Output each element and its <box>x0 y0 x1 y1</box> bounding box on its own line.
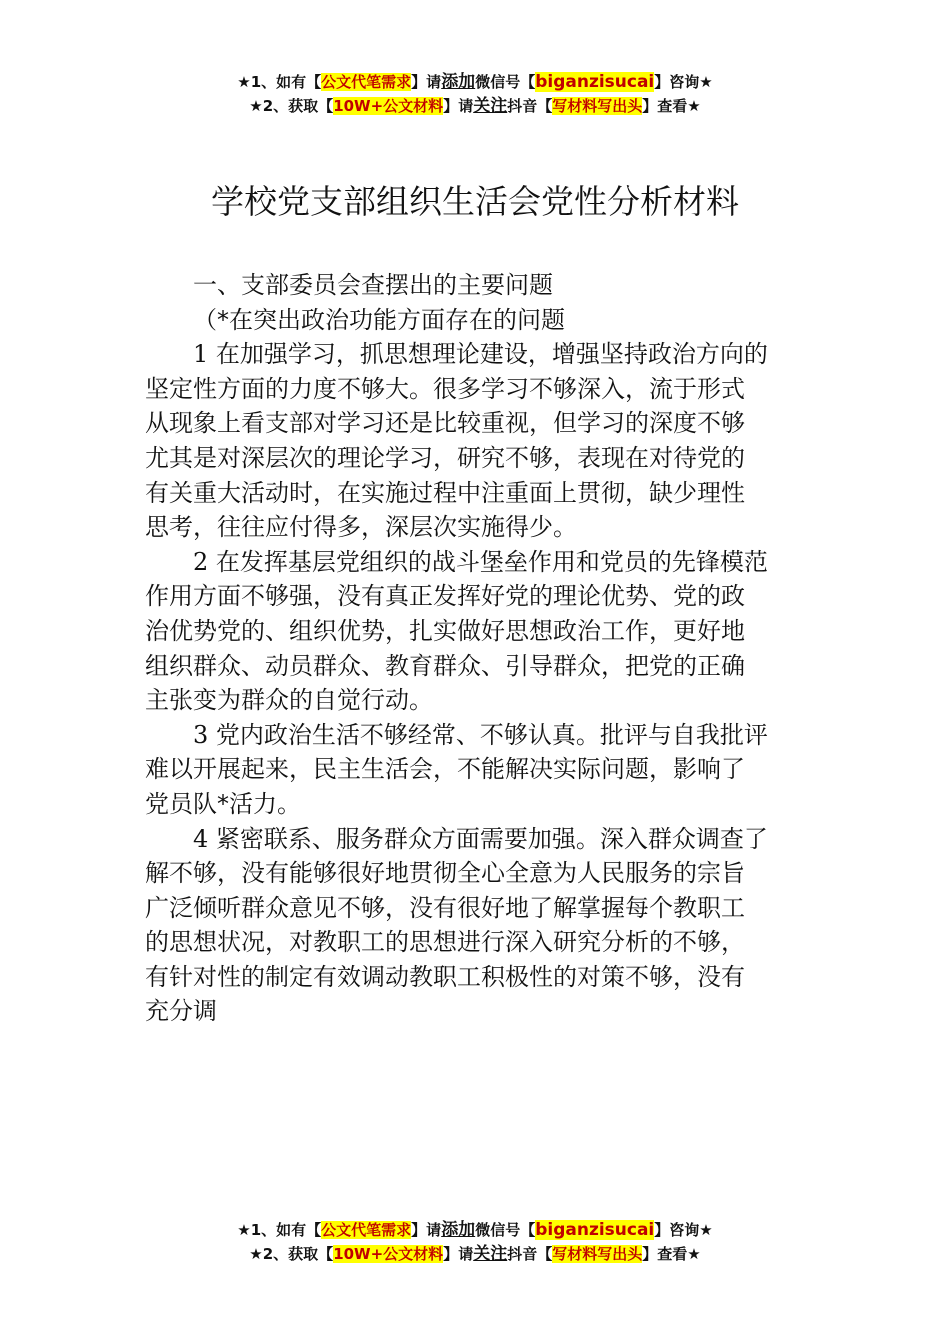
paragraph-4 <box>145 822 810 1030</box>
banner-text: 】咨询★ <box>654 73 713 91</box>
banner-highlight: 公文代笔需求 <box>321 73 412 91</box>
banner-emphasis: 关注 <box>473 1244 508 1264</box>
banner-text: ★1、如有【 <box>237 1221 322 1239</box>
banner-highlight: 写材料写出头 <box>552 1245 643 1263</box>
banner-highlight: 公文代笔需求 <box>321 1221 412 1239</box>
paragraph-2 <box>145 545 810 718</box>
paragraph-line: 广泛倾听群众意见不够，没有很好地了解掌握每个教职工 <box>145 893 745 922</box>
footer-banner <box>0 1218 950 1266</box>
banner-text: ★1、如有【 <box>237 73 322 91</box>
document-body <box>145 268 810 1029</box>
banner-emphasis: 添加 <box>441 72 476 92</box>
paragraph-line: 尤其是对深层次的理论学习，研究不够，表现在对待党的 <box>145 443 745 472</box>
paragraph-line: 的思想状况，对教职工的思想进行深入研究分析的不够， <box>145 928 745 957</box>
paragraph-line: 主张变为群众的自觉行动。 <box>145 686 433 715</box>
paragraph-number: 3 <box>193 720 209 749</box>
banner-text: 】咨询★ <box>654 1221 713 1239</box>
banner-text: 】请 <box>411 1221 442 1239</box>
paragraph-3 <box>145 718 810 822</box>
banner-line-2 <box>0 94 950 118</box>
banner-emphasis: 关注 <box>473 96 508 116</box>
banner-emphasis: 添加 <box>441 1220 476 1240</box>
paragraph-number: 1 <box>193 340 209 369</box>
banner-highlight: 写材料写出头 <box>552 97 643 115</box>
banner-highlight: biganzisucai <box>535 1220 655 1240</box>
paragraph-line: 组织群众、动员群众、教育群众、引导群众，把党的正确 <box>145 651 745 680</box>
banner-text: 抖音【 <box>507 97 553 115</box>
banner-line-2 <box>0 1242 950 1266</box>
paragraph-line: 党内政治生活不够经常、不够认真。批评与自我批评 <box>215 720 768 749</box>
paragraph-line: 治优势党的、组织优势，扎实做好思想政治工作，更好地 <box>145 616 745 645</box>
banner-text: 】请 <box>443 1245 474 1263</box>
banner-text: 】请 <box>411 73 442 91</box>
paragraph-number: 2 <box>193 547 209 576</box>
banner-text: 抖音【 <box>507 1245 553 1263</box>
banner-highlight: 10W+公文材料 <box>333 1245 444 1263</box>
paragraph-line: 难以开展起来，民主生活会，不能解决实际问题，影响了 <box>145 755 745 784</box>
paragraph-line: 解不够，没有能够很好地贯彻全心全意为人民服务的宗旨 <box>145 859 745 888</box>
banner-highlight: 10W+公文材料 <box>333 97 444 115</box>
paragraph-1 <box>145 337 810 545</box>
header-banner <box>0 70 950 118</box>
paragraph-line: 党员队*活力。 <box>145 789 301 818</box>
banner-line-1 <box>0 70 950 94</box>
banner-text: 】请 <box>443 97 474 115</box>
banner-text: 】查看★ <box>642 1245 701 1263</box>
paragraph-number: 4 <box>193 824 209 853</box>
banner-text: 】查看★ <box>642 97 701 115</box>
banner-text: 微信号【 <box>475 73 536 91</box>
banner-text: 微信号【 <box>475 1221 536 1239</box>
paragraph-line: 坚定性方面的力度不够大。很多学习不够深入，流于形式 <box>145 374 745 403</box>
banner-text: ★2、获取【 <box>249 1245 334 1263</box>
paragraph-line: 紧密联系、服务群众方面需要加强。深入群众调查了 <box>215 824 768 853</box>
paragraph-line: 有关重大活动时，在实施过程中注重面上贯彻，缺少理性 <box>145 478 745 507</box>
paragraph-line: 有针对性的制定有效调动教职工积极性的对策不够，没有 <box>145 962 745 991</box>
paragraph-line: 充分调 <box>145 997 217 1026</box>
paragraph-line: 在发挥基层党组织的战斗堡垒作用和党员的先锋模范 <box>215 547 768 576</box>
banner-line-1 <box>0 1218 950 1242</box>
paragraph-line: 思考，往往应付得多，深层次实施得少。 <box>145 513 577 542</box>
banner-highlight: biganzisucai <box>535 72 655 92</box>
paragraph-line: 在加强学习，抓思想理论建设，增强坚持政治方向的 <box>215 340 768 369</box>
subsection-heading: （*在突出政治功能方面存在的问题 <box>193 305 565 334</box>
paragraph-line: 作用方面不够强，没有真正发挥好党的理论优势、党的政 <box>145 582 745 611</box>
banner-text: ★2、获取【 <box>249 97 334 115</box>
page-title: 学校党支部组织生活会党性分析材料 <box>211 182 739 221</box>
section-heading: 一、支部委员会查摆出的主要问题 <box>193 271 553 299</box>
paragraph-line: 从现象上看支部对学习还是比较重视，但学习的深度不够 <box>145 409 745 438</box>
